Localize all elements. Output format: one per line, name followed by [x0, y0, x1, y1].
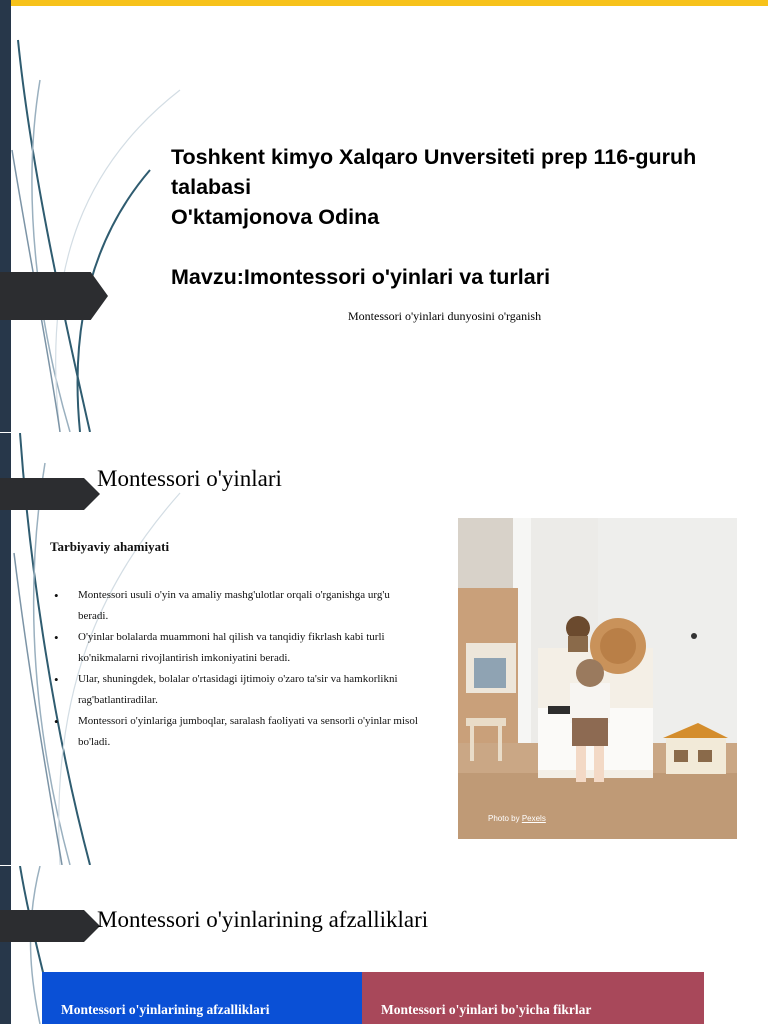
presentation-subtitle: Montessori o'yinlari dunyosini o'rganish: [348, 309, 542, 323]
opinions-card[interactable]: [362, 972, 704, 1024]
benefits-slide: [0, 866, 768, 1024]
title-slide: [0, 0, 768, 432]
slide-heading: Montessori o'yinlarining afzalliklari: [97, 907, 429, 932]
decorative-curves: [0, 0, 200, 432]
title-line: talabasi: [171, 175, 252, 199]
list-item: • Montessori usuli o'yin va amaliy mashg'ulotlar orqali o'rganishga urg'u beradi.: [50, 585, 420, 627]
list-item: • O'yinlar bolalarda muammoni hal qilish va tanqidiy fikrlash kabi turli ko'nikmalarni rivojlantirish imkoniyatini beradi.: [50, 627, 420, 669]
bullet-list: [50, 585, 420, 753]
photo-credit: [488, 814, 546, 823]
benefits-card[interactable]: [42, 972, 364, 1024]
playroom-photo: [458, 518, 737, 839]
title-line: Toshkent kimyo Xalqaro Unversiteti prep 116-guruh: [171, 145, 697, 169]
presentation-title: [171, 142, 751, 232]
list-item: • Montessori o'yinlariga jumboqlar, saralash faoliyati va sensorli o'yinlar misol bo'ladi.: [50, 711, 420, 753]
presentation-topic: Mavzu:Imontessori o'yinlari va turlari: [171, 265, 551, 289]
card-label: Montessori o'yinlari bo'yicha fikrlar: [381, 1002, 592, 1017]
slide-heading: Montessori o'yinlari: [97, 466, 282, 491]
title-line: O'ktamjonova Odina: [171, 205, 380, 229]
content-slide: [0, 433, 768, 865]
arrow-marker: [0, 478, 100, 510]
arrow-marker: [0, 272, 108, 320]
list-item: • Ular, shuningdek, bolalar o'rtasidagi ijtimoiy o'zaro ta'sir va hamkorlikni rag'batlantiradilar.: [50, 669, 420, 711]
arrow-marker: [0, 910, 100, 942]
card-label: Montessori o'yinlarining afzalliklari: [61, 1002, 270, 1017]
photo-illustration: [458, 518, 737, 839]
photo-credit-prefix: Photo by: [488, 814, 520, 823]
section-subheading: Tarbiyaviy ahamiyati: [50, 539, 170, 554]
pexels-link[interactable]: Pexels: [521, 814, 546, 823]
